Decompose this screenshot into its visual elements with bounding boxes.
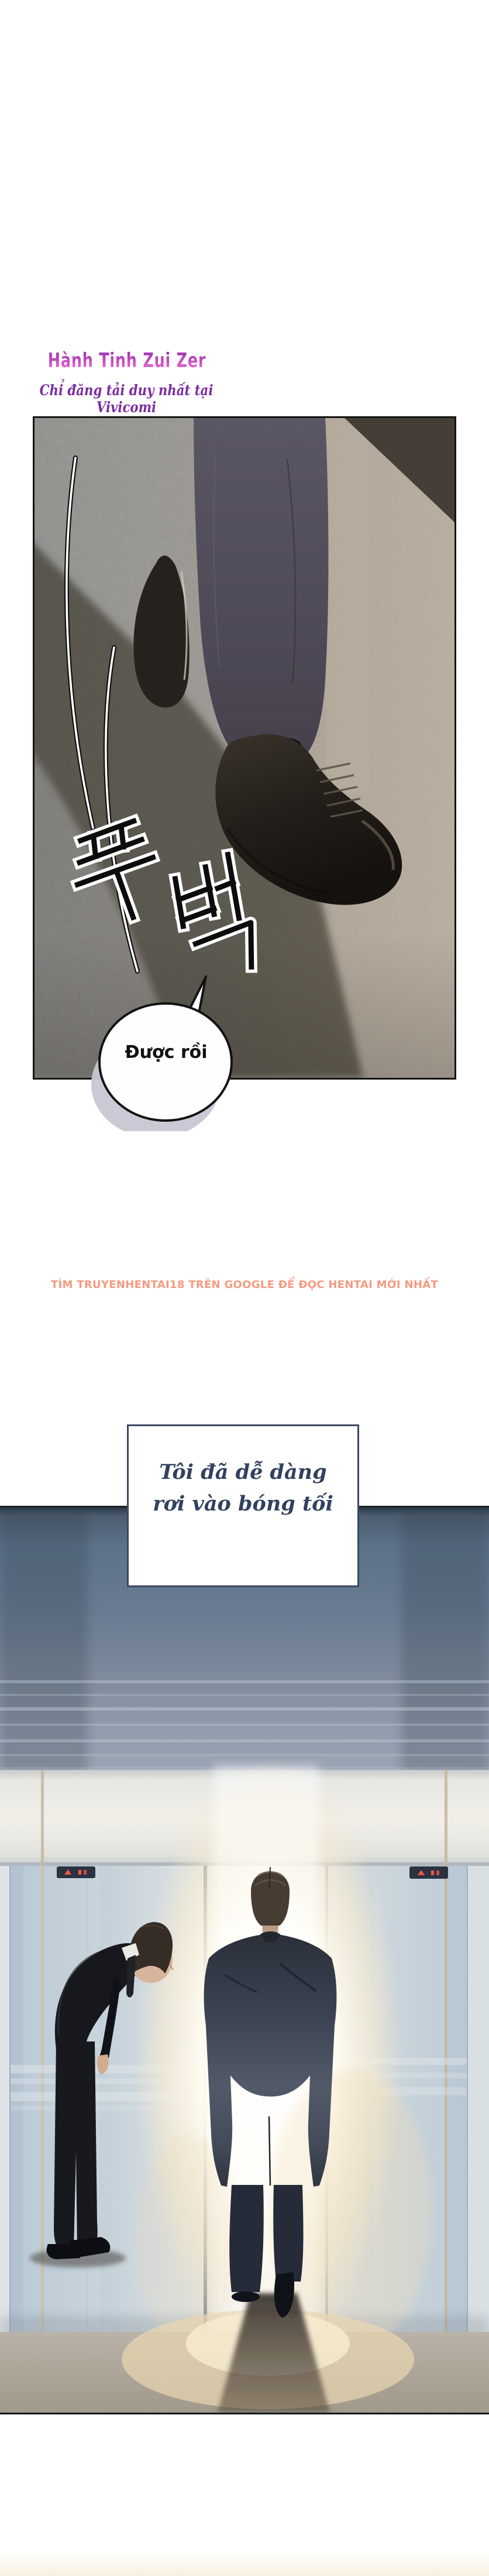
right-post-edge <box>467 1866 468 2354</box>
panel-lobby <box>0 1506 489 2414</box>
panel-lobby-art <box>0 1508 489 2413</box>
floor-light-strip <box>326 418 369 793</box>
promo-banner: TÌM TRUYENHENTAI18 TRÊN GOOGLE ĐỂ ĐỌC HENTAI MỚI NHẤT <box>50 1279 439 1291</box>
right-post <box>468 1866 489 2354</box>
left-post <box>0 1866 9 2354</box>
elevator-indicator-right <box>409 1866 448 1879</box>
credit-title: Hành Tinh Zui Zer <box>39 349 215 372</box>
elevator-indicator-left <box>57 1866 95 1878</box>
narration-line-1: Tôi đã dễ dàng <box>159 1460 327 1484</box>
left-post-edge <box>9 1866 11 2354</box>
speech-bubble <box>83 967 253 1134</box>
bubble-text: Được rồi <box>125 1042 208 1063</box>
narration-box <box>127 1424 359 1587</box>
narration-line-2: rơi vào bóng tối <box>153 1492 333 1516</box>
bottom-cream-band <box>0 2550 489 2576</box>
credit-subtitle: Chỉ đăng tải duy nhất tại Vivicomi <box>39 382 213 416</box>
